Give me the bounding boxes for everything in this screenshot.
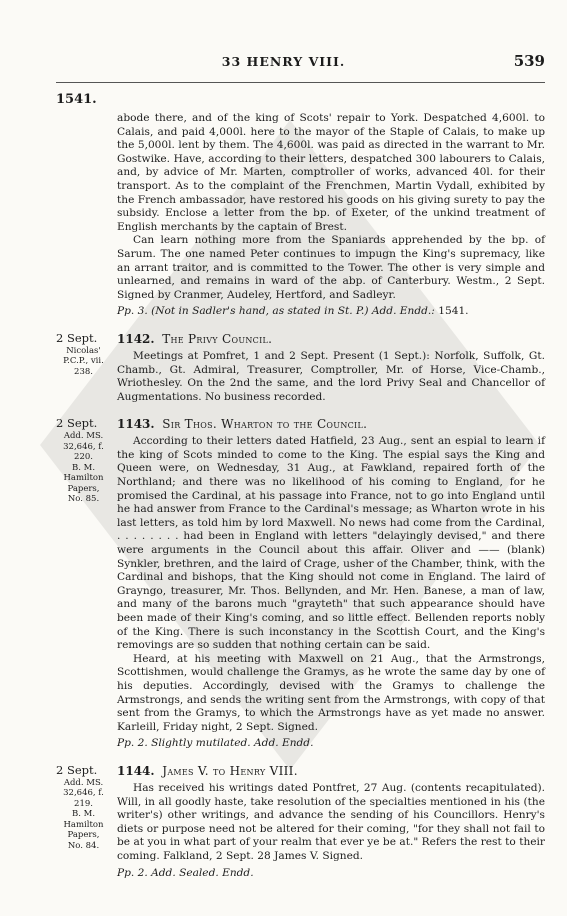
entry-continuation (56, 112, 545, 319)
entry-heading: The Privy Council. (162, 331, 273, 346)
entry-1142 (56, 331, 545, 404)
running-title: 33 HENRY VIII. (221, 54, 346, 69)
source-line: Papers, (67, 830, 100, 841)
source-line: Hamilton (63, 819, 104, 830)
note-text: Pp. 3. (Not in Sadler's hand, as stated in St. P.) Add. Endd.: (117, 305, 435, 318)
source-line: P.C.P., vii. (63, 356, 104, 367)
paragraph: Heard, at his meeting with Maxwell on 21 Aug., that the Armstrongs, Scottishmen, would challenge the Gramys, as he wrote the same day by one of his deputies. Accordingly, devised with the Gramys to challenge the Armstrongs, and sends the writing sent from the Armstrongs, with copy of that sent from the Gramys, to which the Armstrongs have as yet made no answer. Karleill, Friday night, 2 Sept. Signed. (117, 652, 545, 733)
entry-body (117, 112, 545, 319)
source-line: Add. MS. (63, 431, 104, 442)
source-line: 32,646, f. 220. (63, 441, 104, 463)
entry-body (117, 416, 545, 751)
paragraph: Meetings at Pomfret, 1 and 2 Sept. Present (1 Sept.): Norfolk, Suffolk, Gt. Chamb., Gt. Admiral, Treasurer, Comptroller, Mr. of Horse, Vice-Chamb., Wriothesley. On the 2nd the same, and the lord Privy Seal and Chancellor of Augmentations. No business recorded. (117, 349, 545, 403)
entry-body (117, 763, 545, 880)
entry-number: 1144. (117, 763, 155, 778)
calendar-entries (56, 112, 545, 880)
entry-1144 (56, 763, 545, 880)
source-line: Papers, (67, 483, 100, 494)
page-number: 539 (513, 52, 545, 70)
entry-heading: James V. to Henry VIII. (162, 763, 298, 778)
paragraph: abode there, and of the king of Scots' repair to York. Despatched 4,600l. to Calais, and paid 4,000l. here to the mayor of the Staple of Calais, to make up the 5,000l. lent by them. The 4,600l. was paid as directed in the warrant to Mr. Gostwike. Have, according to their letters, despatched 300 labourers to Calais, and, by advice of Mr. Marten, comptroller of works, advanced 40l. for their transport. As to the complaint of the Frenchmen, Martin Vydall, exhibited by the French ambassador, have restored his goods on his giving surety to pay the subsidy. Enclose a letter from the bp. of Exeter, of the unkind treatment of English merchants by the captain of Brest. (117, 112, 545, 233)
source-line: B. M. (71, 809, 96, 820)
entry-heading: Sir Thos. Wharton to the Council. (162, 417, 368, 432)
entry-heading-line (117, 416, 545, 432)
entry-heading-line (117, 331, 545, 347)
entry-note (117, 305, 545, 319)
running-head (0, 52, 567, 74)
source-line: 238. (74, 366, 93, 377)
entry-date: 2 Sept. (56, 416, 98, 431)
entry-date: 2 Sept. (56, 762, 98, 777)
source-line: B. M. (71, 462, 96, 473)
entry-note: Pp. 2. Add. Sealed. Endd. (117, 866, 254, 879)
entry-heading-line (117, 763, 545, 779)
entry-date: 2 Sept. (56, 330, 98, 345)
source-line: Nicolas' (66, 345, 101, 356)
entry-note: Pp. 2. Slightly mutilated. Add. Endd. (117, 737, 314, 750)
header-rule (56, 82, 545, 83)
paragraph: According to their letters dated Hatfield, 23 Aug., sent an espial to learn if the king of Scots minded to come to the King. The espial says the King and Queen were, on Wednesday, 31 Aug., at Fawkland, repaired forth of the Northland; and there was no likelihood of his coming to England, for he promised the Cardinal, at his passage into France, not to go into England until he had answer from France to the Cardinal's message; as Wharton wrote in his last letters, as told him by lord Maxwell. No news had come from the Cardinal, . . . . . . . . had been in England with letters "delayingly devised," and there were arguments in the Council about this affair. Oliver and —— (blank) Synkler, brethren, and the laird of Crage, usher of the Chamber, think, with the Cardinal and bishops, that the King should not come in England. The laird of Grayngo, treasurer, Mr. Thos. Bellynden, and Mr. Hen. Banese, a man of law, and many of the barons much "grayteth" that such appearance should have been made of their King's coming, and so little effect. Bellenden reports nobly of the King. There is such inconstancy in the Scottish Court, and the King's removings are so sudden that nothing certain can be said. (117, 435, 545, 652)
source-line: Hamilton (63, 473, 104, 484)
entry-margin (56, 331, 111, 378)
year-label: 1541. (56, 92, 97, 107)
entry-number: 1143. (117, 417, 155, 432)
source-line: 32,646, f. 219. (63, 788, 104, 809)
paragraph: Has received his writings dated Pontfret, 27 Aug. (contents recapitulated). Will, in all goodly haste, take resolution of the specialties mentioned in his (the writer's) other writings, and advance the sending of his Councillors. Henry's diets or purpose need not be altered for their coming, "for they shall not fail to be at you in what part of your realm that ever ye be at." Refers the rest to their coming. Falkland, 2 Sept. 28 James V. Signed. (117, 781, 545, 862)
note-year: 1541. (434, 305, 469, 318)
entry-margin (56, 763, 111, 852)
entry-margin (56, 416, 111, 505)
entry-body (117, 331, 545, 404)
paragraph: Can learn nothing more from the Spaniards apprehended by the bp. of Sarum. The one named Peter continues to impugn the King's supremacy, like an arrant traitor, and is committed to the Tower. The other is very simple and unlearned, and remains in ward of the abp. of Canterbury. Westm., 2 Sept. Signed by Cranmer, Audeley, Hertford, and Sadleyr. (117, 234, 545, 301)
source-line: No. 85. (67, 494, 100, 505)
entry-1143 (56, 416, 545, 751)
source-line: Add. MS. (63, 777, 104, 788)
source-line: No. 84. (67, 840, 100, 851)
entry-number: 1142. (117, 331, 155, 346)
